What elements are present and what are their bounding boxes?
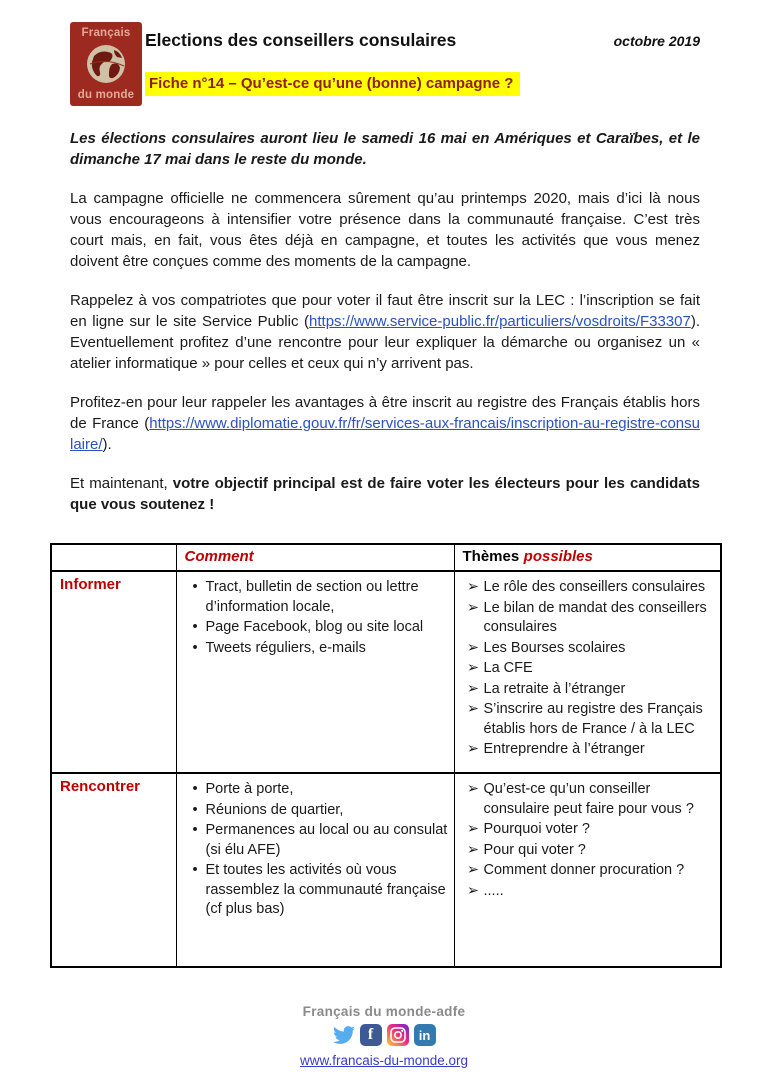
table-header-row	[51, 544, 721, 571]
list-item	[185, 639, 448, 659]
social-icons	[0, 1023, 768, 1047]
list-marker: •	[192, 579, 198, 595]
lec-paragraph	[70, 290, 700, 374]
list-marker: ➢	[466, 882, 480, 899]
fiche-subtitle: Fiche n°14 – Qu’est-ce qu’une (bonne) campagne ?	[145, 72, 520, 96]
list-item-text: Qu’est-ce qu’un conseiller consulaire peut faire pour vous ?	[483, 781, 694, 817]
list-item-text: Le rôle des conseillers consulaires	[483, 579, 706, 595]
list-item-text: Entreprendre à l’étranger	[483, 741, 645, 757]
facebook-icon[interactable]	[360, 1024, 382, 1046]
registre-paragraph	[70, 392, 700, 455]
campaign-table	[50, 543, 722, 968]
registre-text-after: ).	[102, 436, 112, 453]
list-item	[463, 861, 715, 881]
list-marker: ➢	[466, 680, 480, 697]
footer	[0, 1004, 768, 1070]
list-item	[185, 821, 448, 860]
list-marker: •	[192, 801, 198, 818]
list-item	[463, 882, 715, 902]
registre-text-before: Profitez-en pour leur rappeler les avantages à être inscrit au registre des Français établis hors de France (	[70, 394, 700, 432]
list-marker: ➢	[466, 660, 480, 676]
informer-themes-cell	[454, 571, 721, 773]
list-item-text: La CFE	[483, 660, 533, 676]
instagram-icon[interactable]	[387, 1024, 409, 1046]
list-item-text: .....	[483, 882, 504, 899]
list-marker: •	[192, 862, 198, 878]
francais-du-monde-logo	[70, 22, 142, 106]
list-marker: •	[192, 639, 198, 656]
header-cell-empty	[51, 544, 176, 571]
list-item-text: La retraite à l’étranger	[483, 680, 626, 697]
footer-website-link[interactable]: www.francais-du-monde.org	[299, 1053, 469, 1068]
lec-text-after: ). Eventuellement profitez d’une rencontre pour leur expliquer la démarche ou organisez un « atelier informatique » pour celles et ceux qui n’y arrivent pas.	[70, 313, 700, 372]
list-item-text: Comment donner procuration ?	[483, 862, 685, 878]
list-item	[185, 801, 448, 821]
facebook-glyph: f	[367, 1026, 374, 1043]
list-item-text: Porte à porte,	[205, 781, 294, 797]
list-marker: ➢	[466, 841, 480, 858]
list-item-text: Permanences au local ou au consulat (si élu AFE)	[205, 822, 448, 858]
list-marker: ➢	[466, 701, 480, 717]
list-item-text: S’inscrire au registre des Français établis hors de France / à la LEC	[483, 701, 703, 737]
list-item	[463, 599, 715, 638]
list-marker: ➢	[466, 639, 480, 656]
list-marker: ➢	[466, 862, 480, 878]
list-item	[463, 740, 715, 760]
list-marker: ➢	[466, 741, 480, 757]
logo-text-top: Français	[81, 27, 131, 39]
document-title: Elections des conseillers consulaires	[145, 30, 457, 50]
rencontrer-comment-list	[185, 778, 448, 920]
rencontrer-comment-cell	[176, 773, 454, 967]
informer-comment-cell	[176, 571, 454, 773]
intro-paragraph: Les élections consulaires auront lieu le samedi 16 mai en Amériques et Caraïbes, et le dimanche 17 mai dans le reste du monde.	[70, 130, 700, 168]
list-marker: ➢	[466, 599, 480, 616]
list-item-text: Tract, bulletin de section ou lettre d’information locale,	[205, 579, 419, 615]
row-label-rencontrer: Rencontrer	[51, 773, 176, 967]
linkedin-icon[interactable]	[414, 1024, 436, 1046]
footer-org-name: Français du monde-adfe	[302, 1004, 466, 1019]
list-item	[185, 578, 448, 617]
list-item	[463, 639, 715, 659]
header-cell-themes: Thèmes possibles	[454, 544, 721, 571]
list-marker: ➢	[466, 579, 480, 595]
table-row-informer	[51, 571, 721, 773]
rencontrer-themes-cell	[454, 773, 721, 967]
header	[145, 30, 700, 96]
document-date: octobre 2019	[613, 33, 700, 49]
list-item	[463, 578, 715, 598]
objective-paragraph	[70, 473, 700, 515]
list-item	[463, 841, 715, 861]
list-item	[185, 780, 448, 800]
list-item	[463, 780, 715, 819]
list-item	[463, 700, 715, 739]
list-item-text: Tweets réguliers, e-mails	[205, 639, 366, 656]
list-marker: •	[192, 822, 198, 838]
list-item	[185, 861, 448, 920]
list-marker: ➢	[466, 821, 480, 837]
list-marker: •	[192, 781, 198, 797]
list-item	[463, 820, 715, 840]
service-public-link[interactable]: https://www.service-public.fr/particuliers/vosdroits/F33307	[309, 313, 691, 330]
row-label-informer: Informer	[51, 571, 176, 773]
campaign-paragraph: La campagne officielle ne commencera sûrement qu’au printemps 2020, mais d’ici là nous vous encourageons à intensifier votre présence dans la communauté française. C’est très court mais, en fait, vous êtes déjà en campagne, et toutes les activités que vous menez doivent être conçues comme des moments de la campagne.	[70, 190, 700, 270]
list-item-text: Le bilan de mandat des conseillers consulaires	[483, 599, 707, 635]
lec-text-before: Rappelez à vos compatriotes que pour voter il faut être inscrit sur la LEC : l’inscription se fait en ligne sur le site Service Public (	[70, 292, 700, 330]
objective-text: Et maintenant,	[70, 475, 173, 492]
list-item-text: Pour qui voter ?	[483, 841, 586, 858]
list-item-text: Page Facebook, blog ou site local	[205, 619, 424, 635]
objective-text-bold: votre objectif principal est de faire voter les électeurs pour les candidats que vous soutenez !	[70, 475, 700, 513]
rencontrer-themes-list	[463, 778, 715, 901]
logo-text-bottom: du monde	[77, 89, 135, 101]
informer-themes-list	[463, 576, 715, 760]
informer-comment-list	[185, 576, 448, 658]
list-marker: ➢	[466, 781, 480, 797]
globe-icon	[84, 42, 128, 86]
list-item	[463, 659, 715, 679]
twitter-icon[interactable]	[333, 1024, 355, 1046]
list-marker: •	[192, 619, 198, 635]
header-cell-comment: Comment	[176, 544, 454, 571]
list-item-text: Et toutes les activités où vous rassemblez la communauté française (cf plus bas)	[205, 862, 446, 917]
list-item	[185, 618, 448, 638]
list-item-text: Les Bourses scolaires	[483, 639, 626, 656]
list-item-text: Réunions de quartier,	[205, 801, 344, 818]
list-item-text: Pourquoi voter ?	[483, 821, 590, 837]
list-item	[463, 680, 715, 700]
registre-consulaire-link[interactable]: https://www.diplomatie.gouv.fr/fr/services-aux-francais/inscription-au-registre-consulaire/	[70, 415, 700, 453]
linkedin-glyph: in	[418, 1027, 431, 1043]
table-row-rencontrer	[51, 773, 721, 967]
document-body	[60, 128, 707, 968]
